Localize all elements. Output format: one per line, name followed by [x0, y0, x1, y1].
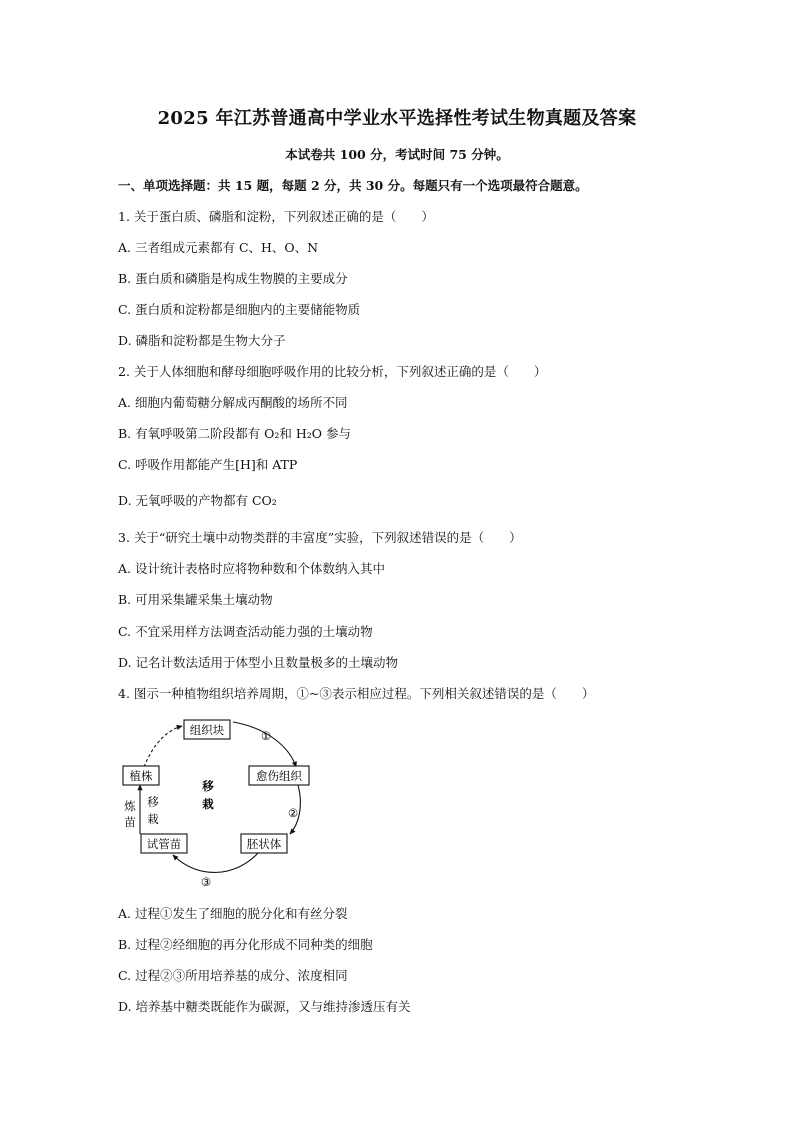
tissue-culture-cycle-diagram — [118, 712, 328, 894]
question-3-option-b: B. 可用采集罐采集土壤动物 — [118, 592, 273, 607]
exam-info: 本试卷共 100 分，考试时间 75 分钟。 — [285, 147, 509, 162]
question-1-option-d: D. 磷脂和淀粉都是生物大分子 — [118, 333, 286, 348]
question-3-option-c: C. 不宜采用样方法调查活动能力强的土壤动物 — [118, 624, 373, 639]
question-1-option-c: C. 蛋白质和淀粉都是细胞内的主要储能物质 — [118, 302, 361, 317]
arrow-step-3 — [173, 853, 258, 872]
question-2-option-d: D. 无氧呼吸的产物都有 CO₂ — [118, 493, 277, 508]
question-4-option-b: B. 过程②经细胞的再分化形成不同种类的细胞 — [118, 937, 373, 952]
label-harden-1: 炼 — [124, 799, 136, 813]
question-1-option-b: B. 蛋白质和磷脂是构成生物膜的主要成分 — [118, 271, 348, 286]
question-2-option-a: A. 细胞内葡萄糖分解成丙酮酸的场所不同 — [118, 395, 348, 410]
node-callus: 愈伤组织 — [256, 769, 302, 783]
question-1-option-a: A. 三者组成元素都有 C、H、O、N — [118, 240, 319, 255]
node-tissue-block: 组织块 — [189, 723, 225, 737]
question-3-option-a: A. 设计统计表格时应将物种数和个体数纳入其中 — [118, 561, 385, 576]
node-embryoid: 胚状体 — [246, 837, 282, 851]
question-4-option-d: D. 培养基中糖类既能作为碳源，又与维持渗透压有关 — [118, 999, 411, 1014]
arrow-dashed-return — [144, 726, 182, 767]
node-test-tube-seedling: 试管苗 — [146, 837, 182, 851]
question-2-stem: 2. 关于人体细胞和酵母细胞呼吸作用的比较分析，下列叙述正确的是（ ） — [118, 364, 547, 379]
label-step-2: ② — [287, 806, 299, 820]
label-transplant-center-2: 栽 — [202, 797, 214, 811]
question-3-option-d: D. 记名计数法适用于体型小且数量极多的土壤动物 — [118, 655, 399, 670]
page-title: 2025 年江苏普通高中学业水平选择性考试生物真题及答案 — [157, 108, 637, 129]
question-2-option-b: B. 有氧呼吸第二阶段都有 O₂和 H₂O 参与 — [118, 426, 351, 441]
label-transplant-side-2: 栽 — [147, 812, 159, 826]
section-heading: 一、单项选择题：共 15 题，每题 2 分，共 30 分。每题只有一个选项最符合题意。 — [118, 178, 588, 193]
question-3-stem: 3. 关于“研究土壤中动物类群的丰富度”实验，下列叙述错误的是（ ） — [118, 530, 522, 545]
question-4-option-c: C. 过程②③所用培养基的成分、浓度相同 — [118, 968, 348, 983]
label-step-1: ① — [260, 729, 272, 743]
question-1-stem: 1. 关于蛋白质、磷脂和淀粉，下列叙述正确的是（ ） — [118, 209, 434, 224]
node-plant: 植株 — [129, 769, 153, 783]
question-4-option-a: A. 过程①发生了细胞的脱分化和有丝分裂 — [118, 906, 348, 921]
label-step-3: ③ — [200, 875, 212, 889]
label-transplant-center-1: 移 — [202, 779, 214, 793]
question-4-stem: 4. 图示一种植物组织培养周期，①~③表示相应过程。下列相关叙述错误的是（ ） — [118, 686, 595, 701]
question-2-option-c: C. 呼吸作用都能产生[H]和 ATP — [118, 457, 298, 472]
label-transplant-side-1: 移 — [147, 795, 159, 809]
label-harden-2: 苗 — [124, 815, 136, 829]
